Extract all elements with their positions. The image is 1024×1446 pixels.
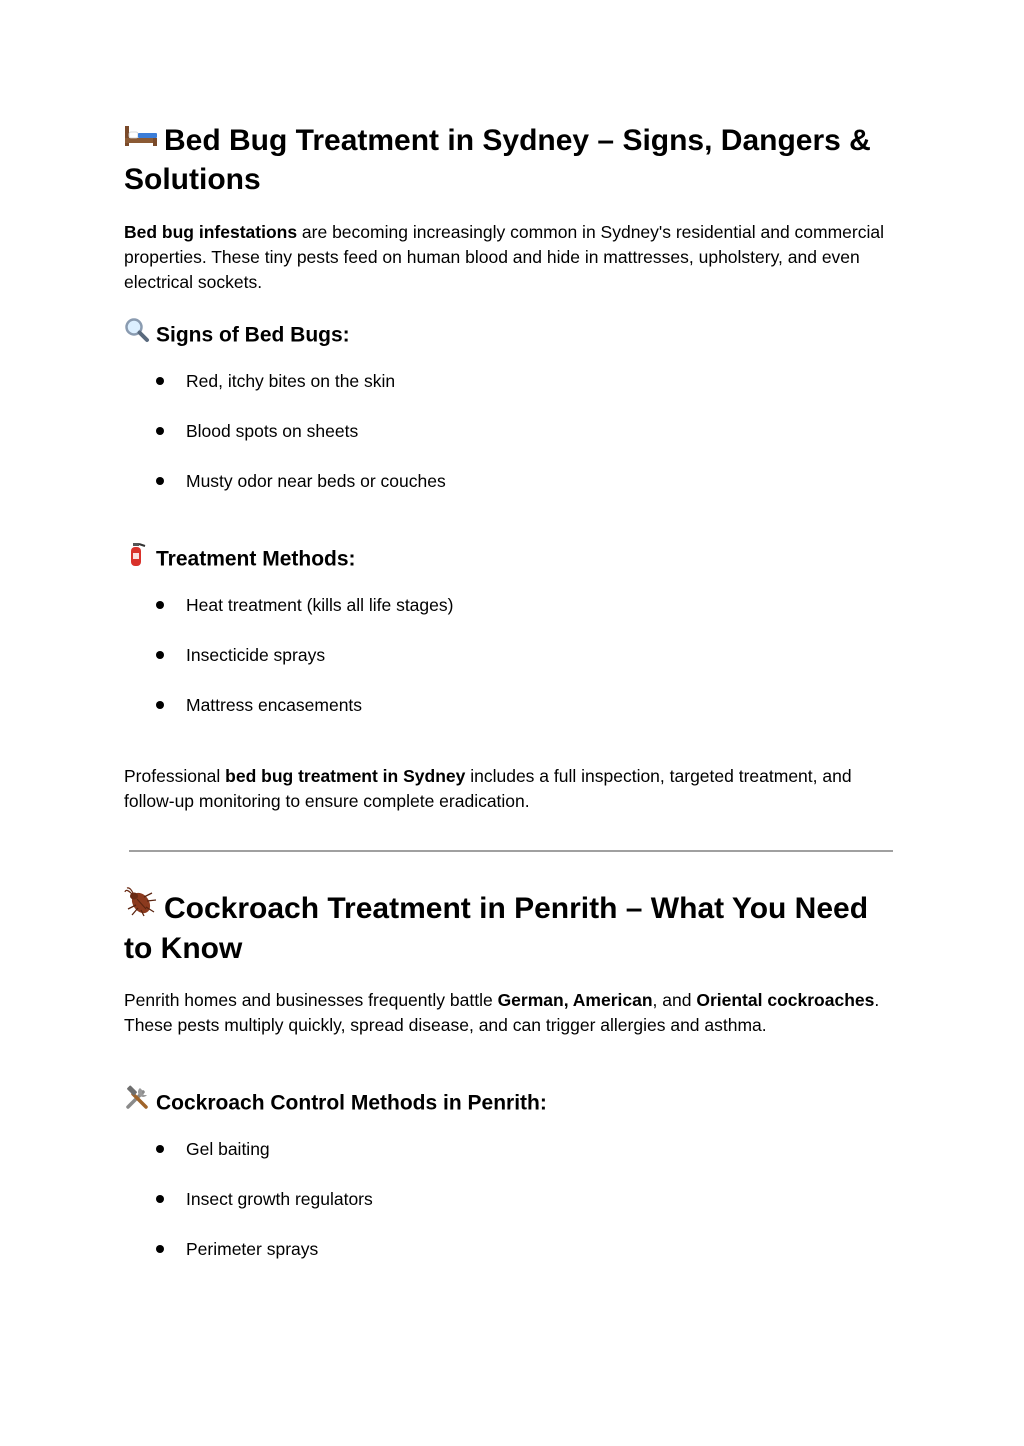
treatment-methods-heading-text: Treatment Methods: <box>156 547 356 571</box>
bed-bug-closing <box>124 764 884 814</box>
bullet-icon <box>156 1145 164 1153</box>
list-item <box>124 1187 900 1237</box>
bullet-icon <box>156 701 164 709</box>
list-item <box>124 1237 900 1287</box>
intro-bold: Oriental cockroaches <box>696 990 875 1010</box>
list-item <box>124 643 900 693</box>
list-item-text: Perimeter sprays <box>186 1239 319 1259</box>
cockroach-title-text: Cockroach Treatment in Penrith – What You Need to Know <box>124 892 869 966</box>
intro-text: . These pests multiply quickly, spread disease, and can trigger allergies and asthma. <box>124 990 880 1035</box>
bullet-icon <box>156 377 164 385</box>
hammer-and-wrench-icon <box>124 1085 150 1119</box>
signs-heading <box>124 319 900 353</box>
list-item-text: Mattress encasements <box>186 695 363 715</box>
bed-bug-intro-text: are becoming increasingly common in Sydney's residential and commercial properties. These tiny pests feed on human blood and hide in mattresses, upholstery, and even electrical sockets. <box>124 222 885 292</box>
bed-bug-title-text: Bed Bug Treatment in Sydney – Signs, Dangers & Solutions <box>124 124 871 197</box>
bed-bug-intro <box>124 220 884 295</box>
list-item <box>124 469 900 519</box>
list-item-text: Insect growth regulators <box>186 1189 373 1209</box>
intro-bold: German, American <box>497 990 653 1010</box>
magnifying-glass-icon <box>124 317 150 351</box>
list-item-text: Blood spots on sheets <box>186 421 359 441</box>
cockroach-intro <box>124 988 884 1038</box>
fire-extinguisher-icon <box>124 541 150 575</box>
bed-bug-intro-bold: Bed bug infestations <box>124 222 298 242</box>
bullet-icon <box>156 477 164 485</box>
treatment-methods-heading <box>124 543 900 577</box>
cockroach-control-list <box>124 1137 900 1287</box>
bullet-icon <box>156 1195 164 1203</box>
list-item-text: Musty odor near beds or couches <box>186 471 446 491</box>
closing-bold: bed bug treatment in Sydney <box>225 766 466 786</box>
list-item-text: Gel baiting <box>186 1139 270 1159</box>
list-item <box>124 593 900 643</box>
list-item-text: Heat treatment (kills all life stages) <box>186 595 454 615</box>
intro-text: , and <box>652 990 697 1010</box>
bullet-icon <box>156 601 164 609</box>
intro-text: Penrith homes and businesses frequently battle <box>124 990 498 1010</box>
list-item <box>124 1137 900 1187</box>
bullet-icon <box>156 427 164 435</box>
list-item <box>124 419 900 469</box>
list-item-text: Red, itchy bites on the skin <box>186 371 396 391</box>
cockroach-control-heading <box>124 1087 900 1121</box>
list-item <box>124 693 900 743</box>
bed-bug-title <box>124 122 900 199</box>
cockroach-title <box>124 890 900 968</box>
list-item-text: Insecticide sprays <box>186 645 326 665</box>
bed-icon <box>124 120 158 158</box>
cockroach-icon <box>124 887 158 927</box>
closing-text: Professional <box>124 766 226 786</box>
closing-text: includes a full inspection, targeted treatment, and follow-up monitoring to ensure complete eradication. <box>124 766 852 811</box>
signs-heading-text: Signs of Bed Bugs: <box>156 323 350 347</box>
signs-list <box>124 369 900 519</box>
bullet-icon <box>156 651 164 659</box>
bullet-icon <box>156 1245 164 1253</box>
treatment-methods-list <box>124 593 900 743</box>
section-divider <box>129 850 893 852</box>
cockroach-control-heading-text: Cockroach Control Methods in Penrith: <box>156 1091 547 1115</box>
list-item <box>124 369 900 419</box>
